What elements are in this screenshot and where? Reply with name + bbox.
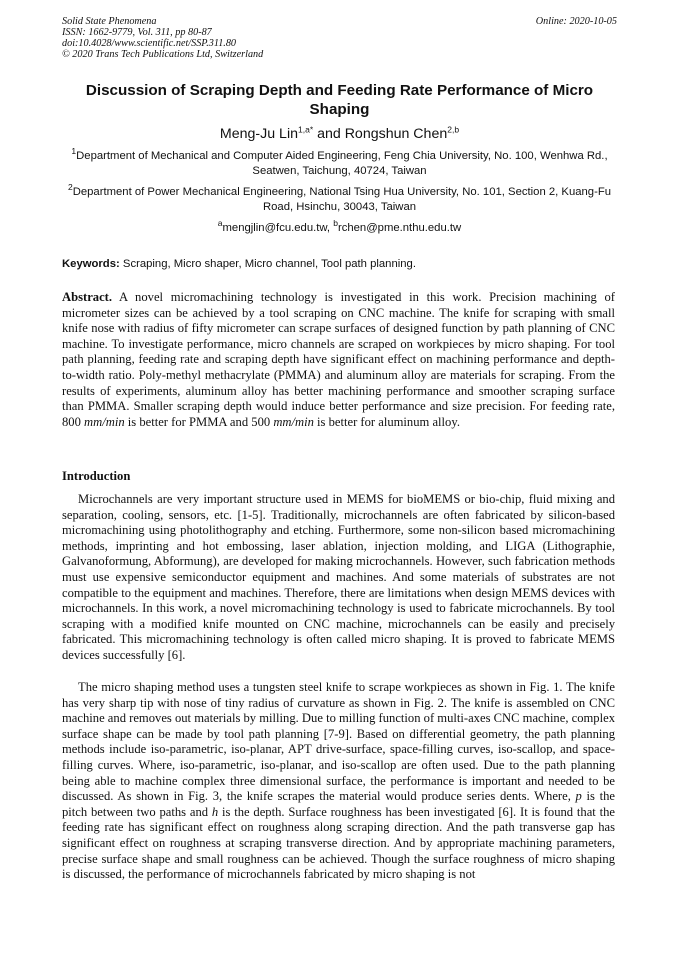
email-a-sup: a (217, 218, 223, 229)
abstract (62, 290, 615, 430)
section-heading-introduction: Introduction (62, 469, 131, 483)
author-line (62, 125, 617, 143)
intro-paragraph-1: Microchannels are very important structure used in MEMS for bioMEMS or bio-chip, fluid mixing and separation, cooling, sensors, etc. [1-5]. Traditionally, microchannels are often fabricated by silicon-based micromachining using photolithography and etching. Furthermore, some non-silicon based micromachining methods, imprinting and hot embossing, laser ablation, injection molding, and LIGA (Lithographie, Galvanoformung, Abformung), are developed for making microchannels. However, such fabrication methods must use expensive semiconductor equipment and machines. And some materials of substrates are not compatible to the equipment and machines. Therefore, there are limitations when design MEMS devices with microchannels. In this work, a novel micromachining technology is used to fabricate microchannels. By tool scraping with a modified knife mounted on CNC machine, microchannels can be easily and precisely fabricated. This micromachining technology is often called micro shaping. It is proved to fabricate MEMS devices successfully [6]. (62, 492, 615, 662)
affiliation-2-text: Department of Power Mechanical Engineering, National Tsing Hua University, No. 101, Section 2, Kuang-Fu Road, Hsinchu, 30043, Taiwan (72, 186, 612, 213)
affiliation-1-sup: 1 (71, 146, 77, 157)
affiliation-1-text: Department of Mechanical and Computer Aided Engineering, Feng Chia University, No. 100, Wenhwa Rd., Seatwen, Taichung, 40724, Taiwan (76, 150, 608, 177)
abstract-text-1: A novel micromachining technology is investigated in this work. Precision machining of micrometer sizes can be achieved by a tool scraping on CNC machine. The knife for scraping with small knife nose with radius of fifty micrometer can scrape surfaces of designed function by path planning of CNC machine. To investigate performance, micro channels are scraped on workpieces by micro shaping. For tool path planning, feeding rate and scraping depth have significant effect on machining performance and depth-to-width ratio. Poly-methyl methacrylate (PMMA) and aluminum alloy are materials for scraping. From the results of experiments, aluminum alloy has better machining performance and smoother scraping surface than PMMA. Smaller scraping depth would induce better performance and size precision. For feeding rate, 800 (62, 290, 615, 429)
email-b[interactable]: rchen@pme.nthu.edu.tw (337, 222, 462, 234)
affiliation-2-sup: 2 (67, 182, 73, 193)
abstract-unit-2: mm/min (273, 414, 314, 429)
author-2: Rongshun Chen (344, 126, 448, 142)
intro-p2-text-c: is the depth. Surface roughness has been investigated [6]. It is found that the feeding rate has significant effect on roughness along scraping direction. And the path transverse gap has significant effect on roughness at scraping transverse direction. And by appropriate machining parameters, precise surface shape and small roughness can be achieved. Though the surface roughness of micro shaping is discussed, the performance of microchannels fabricated by micro shaping is not (62, 804, 615, 882)
author-2-sup: 2,b (447, 124, 460, 135)
journal-header (62, 16, 617, 60)
abstract-label: Abstract. (62, 290, 113, 304)
online-date: Online: 2020-10-05 (535, 16, 617, 27)
issn-line: ISSN: 1662-9779, Vol. 311, pp 80-87 (62, 27, 212, 38)
abstract-text-2: is better for PMMA and 500 (124, 414, 274, 429)
author-joiner: and (313, 126, 345, 142)
doi-line[interactable]: doi:10.4028/www.scientific.net/SSP.311.80 (62, 38, 237, 49)
intro-paragraph-2 (62, 680, 615, 883)
email-a[interactable]: mengjlin@fcu.edu.tw, (222, 222, 334, 234)
keywords-label: Keywords: (62, 258, 120, 270)
intro-p2-text-b: is the pitch between two paths and (62, 789, 615, 819)
abstract-unit-1: mm/min (84, 414, 125, 429)
affiliation-2 (62, 182, 617, 215)
keywords-text: Scraping, Micro shaper, Micro channel, Tool path planning. (119, 258, 416, 270)
affiliation-1 (62, 146, 617, 179)
intro-p2-text-a: The micro shaping method uses a tungsten steel knife to scrape workpieces as shown in Fig. 1. The knife has very sharp tip with nose of tiny radius of curvature as shown in Fig. 2. The knife is assembled on CNC machine and removes out materials by milling. Due to milling function of multi-axes CNC machine, complex surface shape can be made by tool path planning [7-9]. Based on differential geometry, the path planning methods include iso-parametric, iso-planar, APT drive-surface, space-filling curves, iso-scallop, and space-filling curves. Where, iso-parametric, iso-planar, and iso-scallop are often used. Due to the path planning being able to machine complex three dimensional surface, the performance is important and needed to be discussed. As shown in Fig. 3, the knife scrapes the material would produce series dents. Where, (62, 680, 615, 804)
journal-name: Solid State Phenomena (62, 16, 157, 27)
pitch-variable: p (575, 789, 582, 804)
keywords (62, 257, 617, 271)
email-line (62, 218, 617, 235)
author-1-sup: 1,a* (298, 124, 314, 135)
copyright-line: © 2020 Trans Tech Publications Ltd, Switzerland (62, 49, 264, 60)
abstract-text-3: is better for aluminum alloy. (313, 414, 460, 429)
author-1: Meng-Ju Lin (219, 126, 298, 142)
paper-title: Discussion of Scraping Depth and Feeding Rate Performance of Micro Shaping (85, 82, 594, 118)
email-b-sup: b (333, 218, 338, 229)
depth-variable: h (211, 804, 219, 819)
